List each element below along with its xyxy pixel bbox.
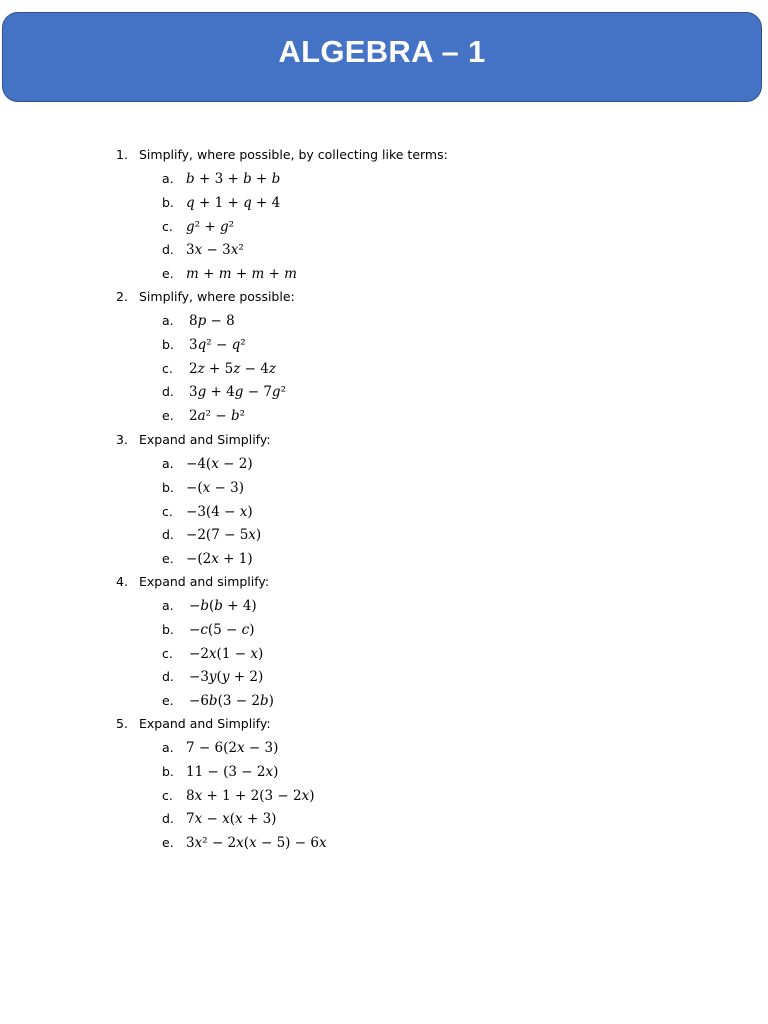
- math-expression: 7 − 6(2x − 3): [186, 740, 279, 757]
- part-label: d.: [162, 811, 174, 827]
- part-label: b.: [162, 621, 174, 637]
- page-title: ALGEBRA – 1: [278, 34, 486, 69]
- part-label: b.: [162, 479, 174, 495]
- math-expression: −3(4 − x): [186, 503, 253, 520]
- question-4: [116, 571, 269, 593]
- part-label: c.: [162, 503, 173, 519]
- question-text: Expand and simplify:: [139, 574, 270, 589]
- math-expression: q + 1 + q + 4: [186, 194, 281, 211]
- question-number: 4.: [116, 574, 128, 589]
- math-expression: 3x² − 2x(x − 5) − 6x: [186, 835, 327, 851]
- math-expression: −(x − 3): [186, 479, 244, 496]
- math-expression: −3y(y + 2): [189, 669, 264, 686]
- part-label: d.: [162, 527, 174, 543]
- part-label: a.: [162, 313, 174, 329]
- math-expression: m + m + m + m: [186, 266, 297, 282]
- part-label: a.: [162, 456, 174, 472]
- part-label: a.: [162, 598, 174, 614]
- question-text: Simplify, where possible, by collecting like terms:: [139, 147, 448, 162]
- title-banner: [2, 12, 762, 102]
- question-number: 1.: [116, 147, 128, 162]
- part-label: d.: [162, 242, 174, 258]
- question-number: 5.: [116, 716, 128, 731]
- math-expression: 7x − x(x + 3): [186, 811, 277, 828]
- question-2: [116, 286, 295, 308]
- part-label: a.: [162, 740, 174, 756]
- math-expression: −(2x + 1): [186, 551, 253, 567]
- part-label: b.: [162, 763, 174, 779]
- math-expression: −c(5 − c): [189, 621, 255, 638]
- math-expression: −6b(3 − 2b): [189, 693, 274, 709]
- part-label: d.: [162, 384, 174, 400]
- math-expression: b + 3 + b + b: [186, 171, 281, 188]
- question-number: 2.: [116, 289, 128, 304]
- math-expression: −4(x − 2): [186, 456, 253, 473]
- part-label: e.: [162, 551, 174, 566]
- part-label: c.: [162, 787, 173, 803]
- question-number: 3.: [116, 432, 128, 447]
- math-expression: 2z + 5z − 4z: [189, 360, 276, 377]
- part-label: e.: [162, 835, 174, 850]
- part-label: b.: [162, 336, 174, 352]
- math-expression: 3q² − q²: [189, 336, 246, 353]
- math-expression: 3x − 3x²: [186, 242, 244, 259]
- math-expression: 8x + 1 + 2(3 − 2x): [186, 787, 315, 804]
- math-expression: −b(b + 4): [189, 598, 257, 615]
- part-label: d.: [162, 669, 174, 685]
- math-expression: −2x(1 − x): [189, 645, 264, 662]
- part-label: e.: [162, 266, 174, 281]
- question-3: [116, 429, 271, 451]
- part-label: c.: [162, 218, 173, 234]
- question-text: Expand and Simplify:: [139, 716, 271, 731]
- part-label: e.: [162, 693, 174, 708]
- math-expression: 8p − 8: [189, 313, 235, 330]
- part-label: b.: [162, 194, 174, 210]
- math-expression: 2a² − b²: [189, 408, 246, 424]
- math-expression: 11 − (3 − 2x): [186, 763, 279, 780]
- question-5: [116, 713, 271, 735]
- math-expression: −2(7 − 5x): [186, 527, 262, 544]
- question-text: Simplify, where possible:: [139, 289, 295, 304]
- part-label: c.: [162, 645, 173, 661]
- part-label: c.: [162, 360, 173, 376]
- part-label: e.: [162, 408, 174, 423]
- part-label: a.: [162, 171, 174, 187]
- math-expression: g² + g²: [186, 218, 235, 235]
- math-expression: 3g + 4g − 7g²: [189, 384, 286, 401]
- question-1: [116, 144, 448, 166]
- question-text: Expand and Simplify:: [139, 432, 271, 447]
